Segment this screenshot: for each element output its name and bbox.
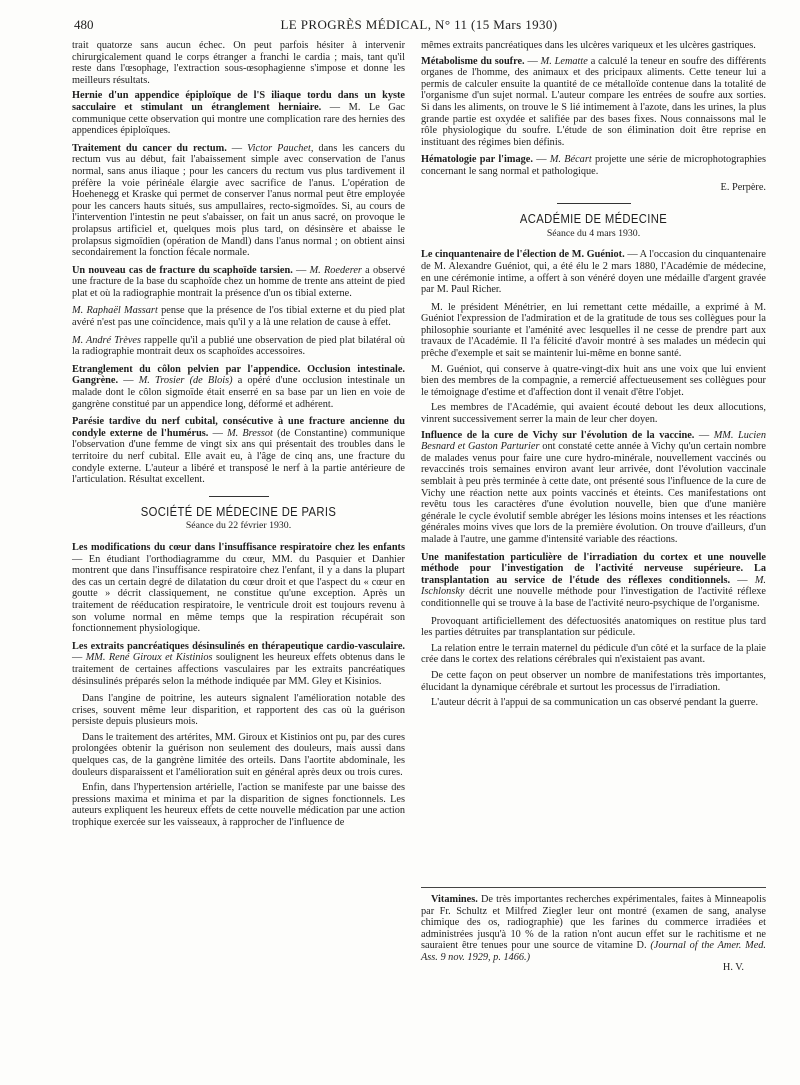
article-heading: Métabolisme du soufre.: [421, 55, 525, 67]
article-heading: Les modifications du cœur dans l'insuffisance respiratoire chez les enfants: [72, 541, 405, 553]
article: Influence de la cure de Vichy sur l'évolution de la vaccine. — MM. Lucien Besnard et Gaston Parturier ont constaté cette année à Vichy qu'un certain nombre de malades venus pour faire une cure hydro-minérale, nouvellement vaccinés ou revaccinés trois semaines environ avant leur arrivée, dont l'évolution vaccinale semblait à peu près terminée à cette date, ont présenté sous l'influence de la cure de Vichy une réaction nette aux points vaccinés et éteints. Ces manifestations ont revêtu tous les caractères d'une évolution nouvelle, bien que d'une manière générale le cycle évolutif semble abréger les lésions moins intenses et les réactions générales moins vives que lors de la première évolution. On trouve d'ailleurs, d'un malade à l'autre, une gamme d'intensité variable des réactions.: [421, 429, 766, 545]
article-author: M. Roederer: [309, 264, 362, 276]
section-title: ACADÉMIE DE MÉDECINE: [519, 212, 668, 227]
article-author: M. Raphaël Massart: [72, 305, 158, 317]
article-text: — A l'occasion du cinquantenaire de M. Alexandre Guéniot, qui, a été élu le 2 mars 1880, l'Académie de médecine, en une cérémonie intime, a offert à son vénéré doyen une médaille d'argent gravée par M. Paul Richer.: [421, 249, 767, 296]
note-rule: [421, 887, 766, 888]
section-divider: [557, 203, 631, 204]
page-number: 480: [74, 17, 94, 32]
section-divider: [209, 496, 269, 497]
article-heading: Hernie d'un appendice épiploïque de l'S iliaque tordu dans un kyste sacculaire et stimulant un étranglement herniaire.: [72, 90, 405, 113]
article-author: Victor Pauchet,: [247, 142, 314, 154]
article-author: M. Le Gac: [348, 101, 405, 113]
article: Etranglement du côlon pelvien par l'appendice. Occlusion intestinale. Gangrène. — M. Trosier (de Blois) a opéré d'une occlusion intestinale un malade dont le côlon sigmoïde était enserré en sa base par un lien en voie de gangrène constitué par un appendice long, déformé et adhérent.: [72, 363, 405, 410]
article: Traitement du cancer du rectum. — Victor Pauchet, dans les cancers du rectum vus au début, fait l'abaissement simple avec conservation de l'anus normal, sans anus iliaque ; pour les cancers du rectum vus plus tardivement il préfère la voie périnéale élargie avec sacrifice de l'anus. L'opération de Hoehenegg et Kraske qui permet de conserver l'anus normal peut être employée pour les cancers hauts situés, sus ampullaires, recto-sigmoïdes. Si, au cours de l'intervention l'intestin ne peut s'abaisser, on fait un anus sacré, on provoque le prolapsus artificiel et, quelques mois plus tard, on désinsère et abaisse le prolapsus sigmoïdien (opération de Mandl) dans l'anus normal ; on obtient ainsi secondairement la fonction fécale normale.: [72, 142, 406, 259]
paragraph: M. Guéniot, qui conserve à quatre-vingt-dix huit ans une voix que lui envient bien des membres de la compagnie, a remercié affectueusement ses collègues pour le témoignage d'estime et d'affection dont il venait d'être l'objet.: [421, 363, 766, 398]
section-title: SOCIÉTÉ DE MÉDECINE DE PARIS: [140, 504, 337, 519]
article: Métabolisme du soufre. — M. Lematte a calculé la teneur en soufre des différents organes de l'homme, des animaux et des pricipaux aliments. Cette teneur lui a permis de calculer ensuite la quantité de ce métalloïde contenue dans la totalité de l'organisme d'un sujet normal. L'auteur compare les entrées de soufre aux sorties. Si dans les aliments, on trouve le S lié intimement à l'azote, dans les urines, la plus grande partie est oxydée et salifiée par des bases fixes. Nous connaissons mal le rôle physiologique du soufre. L'étude de son élimination doit être reprise en instituant des régimes bien définis.: [421, 55, 766, 148]
left-column: [72, 40, 405, 833]
article: Une manifestation particulière de l'irradiation du cortex et une nouvelle méthode pour l'investigation de l'activité nerveuse supérieure. La transplantation au service de l'étude des réflexes conditionnels. — M. Ischlonsky décrit une nouvelle méthode pour l'investigation de l'activité réflexe conditionnelle qui se trouve à la base de l'activité neuro-psychique de l'organisme.: [421, 551, 766, 609]
article-author: M. Lematte: [540, 55, 588, 67]
signature: E. Perpère.: [720, 181, 766, 193]
article-text: a calculé la teneur en soufre des différents organes de l'homme, des animaux et des pricipaux aliments. Cette teneur lui a permis de calculer ensuite la quantité de ce métalloïde contenue dans la totalité de l'organisme d'un sujet normal. L'auteur compare les entrées de soufre aux sorties. Si dans les aliments, on trouve le S lié intimement à l'azote, dans les urines, la plus grande partie est oxydée et salifiée par des bases fixes. Nous connaissons mal le rôle physiologique du soufre. L'étude de son élimination doit être reprise en instituant des régimes bien définis.: [421, 55, 766, 148]
article-text: communique cette observation qui montre une complication rare des hernies des appendices épiploïques.: [72, 113, 405, 137]
paragraph: Les membres de l'Académie, qui avaient écouté debout les deux allocutions, vinrent successivement serrer la main de leur cher doyen.: [421, 402, 766, 426]
section-date: Séance du 4 mars 1930.: [546, 227, 641, 239]
article-heading: Parésie tardive du nerf cubital, consécutive à une fracture ancienne du condyle externe de l'humérus.: [72, 416, 405, 439]
article-text: — En étudiant l'orthodiagramme du cœur, MM. du Pasquier et Danhier montrent que dans l'insuffisance respiratoire chez l'enfant, il y a dans la plupart des cas un certain degré de dilatation du cœur droit et que l'aspect du « cœur en goutte » décrit classiquement, ne constitue qu'une exception. Après un traitement de rééducation respiratoire, le ventricule droit est toujours revenu à son volume normal en même temps que la respiration récupérait son fonctionnement physiologique.: [72, 553, 405, 635]
paragraph: Enfin, dans l'hypertension artérielle, l'action se manifeste par une baisse des pressions maxima et minima et par la disparition de signes fonctionnels. Les auteurs expliquent les heureux effets de cette nouvelle médication par une action trophique exercée sur les vaisseaux, à rapprocher de l'influence de: [72, 782, 405, 829]
article: Hernie d'un appendice épiploïque de l'S iliaque tordu dans un kyste sacculaire et stimulant un étranglement herniaire. — M. Le Gac communique cette observation qui montre une complication rare des hernies des appendices épiploïques.: [72, 90, 405, 137]
article-heading: Traitement du cancer du rectum.: [72, 142, 227, 154]
note-heading: Vitamines.: [431, 894, 478, 905]
paragraph: M. le président Ménétrier, en lui remettant cette médaille, a exprimé à M. Guéniot l'expression de l'admiration et de la gratitude de tous ses collègues pour la philosophie souriante et l'aménité avec lesquelles il ne cesse de prendre part aux travaux de l'Académie. Il l'a félicité d'avoir montré à ses malades un médecin qui prêche d'exemple et sait se maintenir lui-même en bonne santé.: [421, 301, 766, 360]
article: [72, 335, 405, 358]
paragraph: Dans le traitement des artérites, MM. Giroux et Kistinios ont pu, par des cures prolongées obtenir la guérison non seulement des douleurs, mais aussi dans quelques cas, de la gangrène limitée des orteils. Dans l'aortite abdominale, les douleurs disparaissent et l'amélioration suit en général après deux ou trois cures.: [72, 731, 405, 778]
note-citation: (Journal of the Amer. Med. Ass. 9 nov. 1929, p. 1466.): [421, 940, 766, 963]
article: [72, 542, 405, 635]
page-header: [74, 17, 764, 33]
article-text: dans les cancers du rectum vus au début, fait l'abaissement simple avec conservation de l'anus normal, sans anus iliaque ; pour les cancers du rectum vus plus tardivement il préfère la voie périnéale élargie avec sacrifice de l'anus. L'opération de Hoehenegg et Kraske qui permet de conserver l'anus normal peut être employée pour les cancers hauts situés, sus ampullaires, recto-sigmoïdes. Si, au cours de l'intervention l'intestin ne peut s'abaisser, on fait un anus sacré, on provoque le prolapsus artificiel et, quelques mois plus tard, on désinsère et abaisse le prolapsus sigmoïdien (opération de Mandl) dans l'anus normal ; on obtient ainsi secondairement la fonction fécale normale.: [72, 142, 406, 259]
article-text: pense que la présence de l'os tibial externe et du pied plat avéré n'est pas une coïncidence, mais qu'il y a là une relation de cause à effet.: [72, 305, 405, 329]
right-intro-paragraph: mêmes extraits pancréatiques dans les ulcères variqueux et les ulcères gastriques.: [421, 40, 756, 51]
paragraph: De cette façon on peut observer un nombre de manifestations très importantes, élucidant la dynamique cérébrale et surtout les processus de l'irradiation.: [421, 669, 766, 693]
article-author: M. Bécart: [549, 154, 592, 166]
vitamins-note: [421, 887, 766, 973]
article-text: soulignent les heureux effets obtenus dans le traitement de certaines affections vasculaires par les extraits pancréatiques désinsulinés préparés selon la méthode indiquée par MM. Gley et Kisinios.: [72, 652, 405, 687]
note-text: De très importantes recherches expérimentales, faites à Minneapolis par Fr. Schultz et Milfred Ziegler leur ont montré (examen de sang, analyse chimique des os, radiographie) que les farines du commerce irradiées et administrées jusqu'à 10 % de la ration n'ont aucun effet sur le rachitisme et ne sauraient être tenues pour une source de vitamine D.: [421, 894, 766, 952]
article-heading: Un nouveau cas de fracture du scaphoïde tarsien.: [72, 264, 293, 276]
article-text: ont constaté cette année à Vichy qu'un certain nombre de malades venus pour faire une cure hydro-minérale, nouvellement vaccinés ou revaccinés trois semaines environ avant leur arrivée, dont l'évolution vaccinale semblait à peu près terminée à cette date, ont présenté sous l'influence de la cure de Vichy une réaction nette aux points vaccinés et éteints. Ces manifestations ont revêtu tous les caractères d'une évolution nouvelle, bien que d'une manière générale le cycle évolutif semble abréger les lésions moins intenses et les réactions générales moins vives que lors de la première évolution. On trouve d'ailleurs, d'un malade à l'autre, une gamme d'intensité variable des réactions.: [421, 441, 766, 545]
paragraph: La relation entre le terrain maternel du pédicule d'un côté et la surface de la plaie crée dans le cortex des relations cérébrales qui n'existaient pas avant.: [421, 642, 766, 666]
left-intro-paragraph: trait quatorze sans aucun échec. On peut parfois hésiter à intervenir chirurgicalement quand le corps étranger a franchi le cardia ; mais, tant qu'il reste dans l'œsophage, l'extraction sous-œsophagienne s'impose et donne les meilleurs résultats.: [72, 40, 405, 86]
paragraph: L'auteur décrit à l'appui de sa communication un cas observé pendant la guerre.: [431, 697, 759, 709]
article-text: rappelle qu'il a publié une observation de pied plat bilatéral où la radiographie montrait deux os scaphoïdes accessoires.: [72, 334, 405, 358]
article-text: a opéré d'une occlusion intestinale un malade dont le côlon sigmoïde était enserré en sa base par un lien en voie de gangrène constitué par un appendice long, déformé et adhérent.: [72, 375, 405, 410]
section-date: Séance du 22 février 1930.: [185, 520, 292, 532]
article-text: projette une série de microphotographies concernant le sang normal et pathologique.: [421, 154, 766, 177]
note-signature: H. V.: [722, 961, 744, 973]
article-heading: Influence de la cure de Vichy sur l'évolution de la vaccine.: [421, 429, 695, 441]
article-author: MM. René Giroux et Kistinios: [85, 652, 213, 664]
right-column: [421, 40, 766, 713]
article-heading: Le cinquantenaire de l'élection de M. Guéniot.: [421, 249, 625, 261]
article-author: MM. Lucien Besnard et Gaston Parturier: [421, 429, 766, 453]
article: Les extraits pancréatiques désinsulinés en thérapeutique cardio-vasculaire. — MM. René Giroux et Kistinios soulignent les heureux effets obtenus dans le traitement de certaines affections vasculaires par les extraits pancréatiques désinsulinés préparés selon la méthode indiquée par MM. Gley et Kisinios.: [72, 640, 405, 687]
article-author: M. Ischlonsky: [421, 574, 766, 598]
article-author: M. André Trèves: [72, 334, 141, 346]
article-text: a observé une fracture de la base du scaphoïde chez un homme de trente ans atteint de pied plat et où la radiographie montrait la présence d'un os tibial externe.: [72, 264, 406, 299]
paragraph: Provoquant artificiellement des défectuosités anatomiques on restitue plus tard les parties détruites par transplantation sur pédicule.: [421, 615, 766, 639]
article-text: décrit une nouvelle méthode pour l'investigation de l'activité réflexe conditionnelle qui se trouve à la base de l'activité neuro-psychique de l'organisme.: [421, 586, 766, 609]
article: Parésie tardive du nerf cubital, consécutive à une fracture ancienne du condyle externe de l'humérus. — M. Bressot (de Constantine) communique l'observation d'une femme de vingt six ans qui présentait des troubles dans le territoire du nerf cubital. Elle avait eu, à l'âge de cinq ans, une fracture du condyle externe. L'auteur a libéré et transposé le nerf à la partie antérieure de l'articulation. Résultat excellent.: [72, 416, 405, 486]
article-heading: Etranglement du côlon pelvien par l'appendice. Occlusion intestinale. Gangrène.: [72, 363, 405, 387]
article-author: M. Bressot: [227, 427, 273, 439]
note-body: [421, 894, 766, 964]
article: [421, 249, 766, 295]
article-heading: Hématologie par l'image.: [421, 154, 533, 166]
article-heading: Les extraits pancréatiques désinsulinés en thérapeutique cardio-vasculaire.: [72, 640, 405, 652]
article-heading: Une manifestation particulière de l'irradiation du cortex et une nouvelle méthode pour l'investigation de l'activité nerveuse supérieure. La transplantation au service de l'étude des réflexes conditionnels.: [421, 551, 766, 586]
article: [72, 305, 405, 328]
article-author: M. Trosier (de Blois): [138, 375, 233, 387]
article: Hématologie par l'image. — M. Bécart projette une série de microphotographies concernant le sang normal et pathologique.: [421, 154, 766, 177]
journal-title: LE PROGRÈS MÉDICAL, N° 11 (15 Mars 1930): [280, 17, 558, 32]
article-text: (de Constantine) communique l'observation d'une femme de vingt six ans qui présentait des troubles dans le territoire du nerf cubital. Elle avait eu, à l'âge de cinq ans, une fracture du condyle externe. L'auteur a libéré et transposé le nerf à la partie antérieure de l'articulation. Résultat excellent.: [72, 427, 405, 486]
paragraph: Dans l'angine de poitrine, les auteurs signalent l'amélioration notable des crises, souvent même leur disparition, et rapportent des cas où la guérison persiste depuis plusieurs mois.: [72, 693, 405, 728]
article: Un nouveau cas de fracture du scaphoïde tarsien. — M. Roederer a observé une fracture de la base du scaphoïde chez un homme de trente ans atteint de pied plat et où la radiographie montrait la présence d'un os tibial externe.: [72, 264, 406, 299]
